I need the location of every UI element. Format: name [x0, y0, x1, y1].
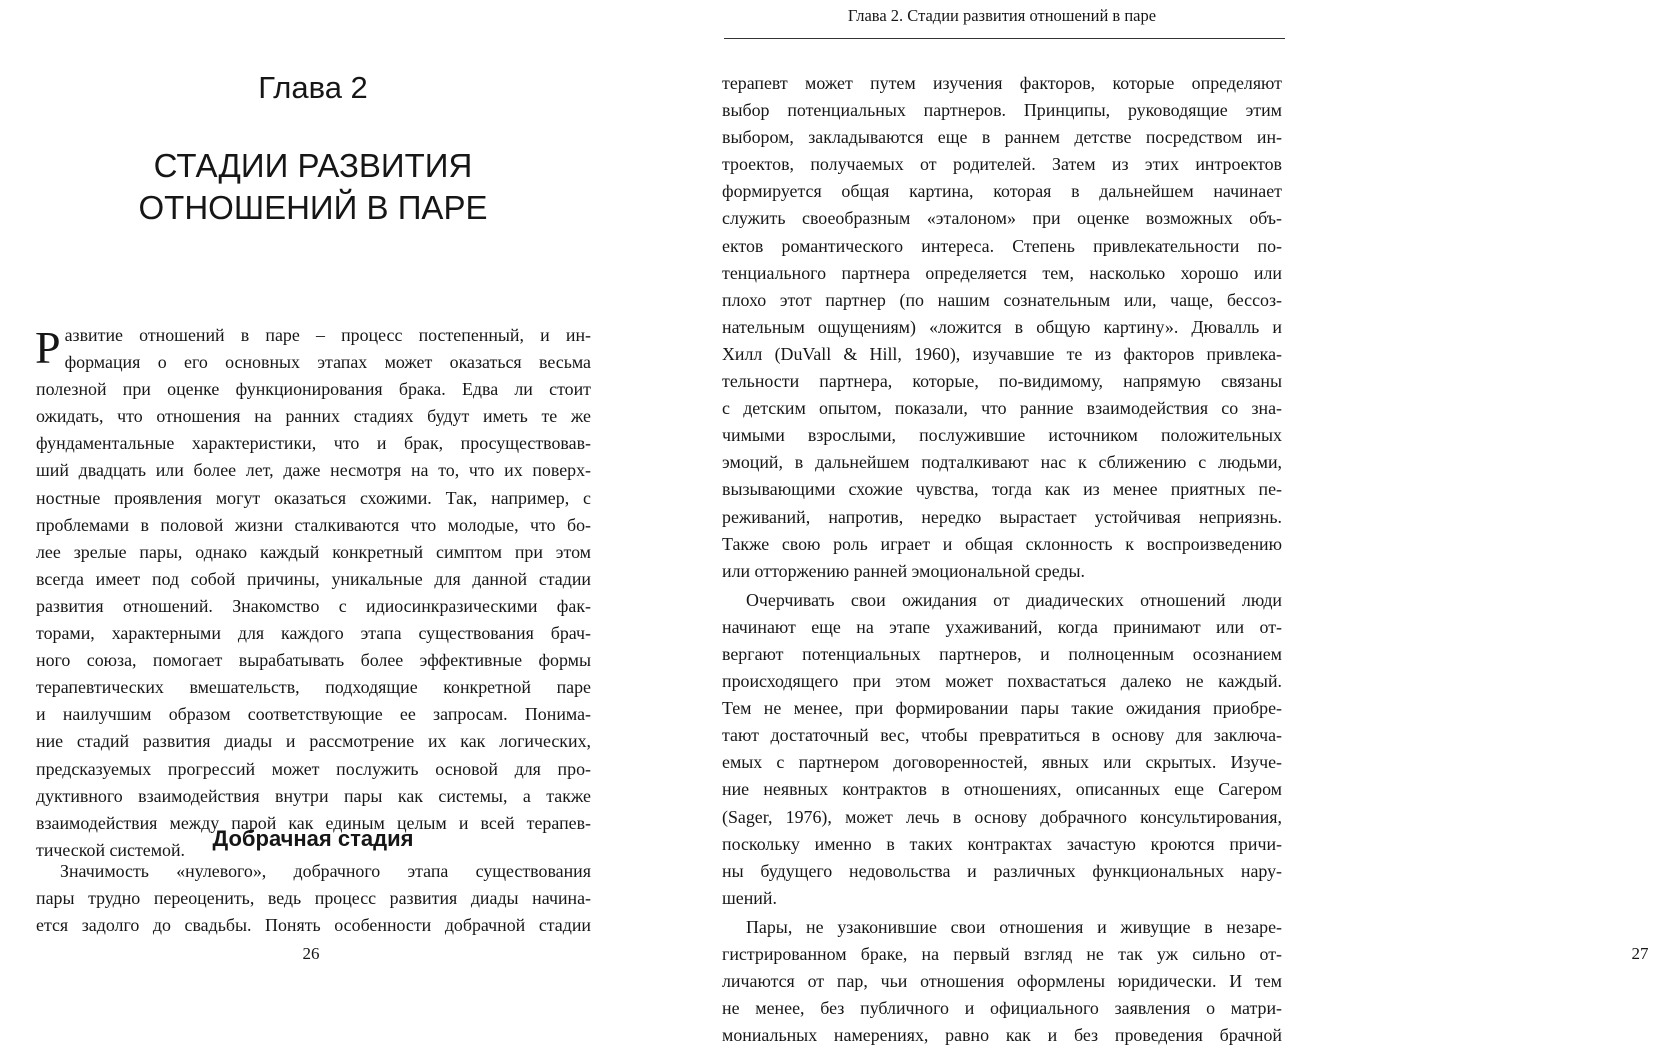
text-line: или отторжению ранней эмоциональной среды.	[722, 560, 1086, 581]
text-line: Также свою роль играет и общая склонность к воспроизведению	[722, 533, 1282, 554]
text-line: азвитие отношений в паре – процесс постепенный, и ин-	[64, 325, 591, 345]
text-line: тают достаточный вес, чтобы превратиться в основу для заключа-	[722, 725, 1282, 746]
text-line: нательным ощущениям) «ложится в общую картину». Дювалль и	[722, 316, 1282, 337]
text-line: чимыми взрослыми, послужившие источником положительных	[722, 425, 1282, 446]
page-number-right: 27	[1631, 944, 1649, 963]
right-page-text	[722, 70, 1282, 1049]
page-number-left: 26	[302, 944, 320, 963]
text-line: начинают еще на этапе ухаживаний, когда принимают или от-	[722, 616, 1282, 637]
intro-lines	[36, 322, 591, 864]
text-line: поскольку именно в таких контрактах зачастую кроются причи-	[722, 833, 1282, 854]
text-line: терапевтических вмешательств, подходящие конкретной паре	[36, 677, 591, 698]
chapter-title	[0, 145, 626, 229]
text-line: Хилл (DuVall & Hill, 1960), изучавшие те из факторов привлека-	[722, 343, 1282, 364]
section-paragraph	[36, 858, 591, 939]
text-line: терапевт может путем изучения факторов, которые определяют	[722, 73, 1282, 93]
text-line: проблемами в половой жизни сталкиваются что молодые, что бо-	[36, 514, 591, 535]
text-line: эмоций, в дальнейшем подталкивают нас к сближению с людьми,	[722, 452, 1282, 473]
text-line: вергают потенциальных партнеров, и полноценным осознанием	[722, 643, 1282, 664]
header-rule	[724, 38, 1285, 39]
text-line: ожидать, что отношения на ранних стадиях будут иметь те же	[36, 406, 591, 427]
text-line: шений.	[722, 887, 777, 908]
text-line: с детским опытом, показали, что ранние взаимодействия со зна-	[722, 398, 1282, 419]
left-page	[0, 0, 642, 978]
text-line: плохо этот партнер (по нашим сознательным или, чаще, бессоз-	[722, 289, 1282, 310]
text-line: (Sager, 1976), может лечь в основу добрачного консультирования,	[722, 806, 1282, 827]
text-line: Тем не менее, при формировании пары такие ожидания приобре-	[722, 698, 1282, 719]
text-line: тенциального партнера определяется тем, насколько хорошо или	[722, 262, 1282, 283]
text-line: ны будущего недовольства и различных функциональных нару-	[722, 860, 1282, 881]
text-line: ший двадцать или более лет, даже несмотря на то, что их поверх-	[36, 460, 591, 481]
text-line: ностные проявления могут оказаться схожими. Так, например, с	[36, 487, 591, 508]
text-line: ектов романтического интереса. Степень привлекательности по-	[722, 235, 1282, 256]
text-line: всегда имеет под собой причины, уникальные для данной стадии	[36, 568, 591, 589]
text-line: троектов, получаемых от родителей. Затем из этих интроектов	[722, 154, 1282, 175]
text-line: предсказуемых прогрессий может послужить основой для про-	[36, 758, 591, 779]
text-line: Пары, не узаконившие свои отношения и живущие в незаре-	[746, 916, 1282, 937]
text-line: дуктивного взаимодействия внутри пары как системы, а также	[36, 785, 591, 806]
right-page	[642, 0, 1649, 1046]
running-head: Глава 2. Стадии развития отношений в паре	[847, 6, 1157, 25]
text-line: личаются от пар, чьи отношения оформлены юридически. И тем	[722, 971, 1282, 992]
text-line: фундаментальные характеристики, что и брак, просуществовав-	[36, 433, 591, 454]
text-line: полезной при оценке функционирования брака. Едва ли стоит	[36, 379, 591, 400]
chapter-title-line: ОТНОШЕНИЙ В ПАРЕ	[138, 189, 488, 226]
text-line: Очерчивать свои ожидания от диадических отношений люди	[746, 589, 1282, 610]
text-line: тической системой.	[36, 839, 186, 860]
text-line: лее зрелые пары, однако каждый конкретный симптом при этом	[36, 541, 591, 562]
text-line: ного союза, помогает вырабатывать более эффективные формы	[36, 650, 591, 671]
text-line: реживаний, напротив, нередко вырастает устойчивая неприязнь.	[722, 506, 1282, 527]
section-heading: Добрачная стадия	[212, 826, 414, 851]
text-line: пары трудно переоценить, ведь процесс развития диады начина-	[36, 888, 591, 909]
text-line: ние стадий развития диады и рассмотрение их как логических,	[36, 731, 591, 752]
text-line: ется задолго до свадьбы. Понять особенности добрачной стадии	[36, 915, 591, 936]
text-line: гистрированном браке, на первый взгляд не так уж сильно от-	[722, 944, 1282, 964]
text-line: мониальных намерениях, равно как и без проведения брачной	[722, 1025, 1282, 1046]
text-line: взаимодействия между парой как единым целым и всей терапев-	[36, 812, 591, 833]
intro-paragraph	[36, 322, 591, 864]
text-line: служить своеобразным «эталоном» при оценке возможных объ-	[722, 208, 1282, 229]
text-line: тельности партнера, которые, по-видимому, напрямую связаны	[722, 371, 1282, 392]
text-line: Значимость «нулевого», добрачного этапа существования	[60, 861, 591, 881]
text-line: выбором, закладываются еще в раннем детстве посредством ин-	[722, 127, 1282, 148]
text-line: развития отношений. Знакомство с идиосинкразическими фак-	[36, 595, 591, 616]
text-line: торами, характерными для каждого этапа существования брач-	[36, 623, 591, 644]
drop-cap: Р	[35, 322, 61, 373]
text-line: происходящего при этом может похвастаться далеко не каждый.	[722, 671, 1282, 692]
text-line: емых с партнером договоренностей, явных или скрытых. Изуче-	[722, 752, 1282, 773]
chapter-title-line: СТАДИИ РАЗВИТИЯ	[153, 147, 473, 184]
text-line: ние неявных контрактов в отношениях, описанных еще Сагером	[722, 779, 1282, 800]
text-line: и наилучшим образом соответствующие ее запросам. Понима-	[36, 704, 591, 725]
text-line: выбор потенциальных партнеров. Принципы, руководящие этим	[722, 100, 1282, 121]
text-line: формация о его основных этапах может оказаться весьма	[64, 352, 591, 373]
text-line: формируется общая картина, которая в дальнейшем начинает	[722, 181, 1282, 202]
chapter-number: Глава 2	[258, 70, 368, 105]
text-line: не менее, без публичного и официального заявления о матри-	[722, 998, 1282, 1019]
text-line: вызывающими схожие чувства, тогда как из менее приятных пе-	[722, 479, 1282, 500]
